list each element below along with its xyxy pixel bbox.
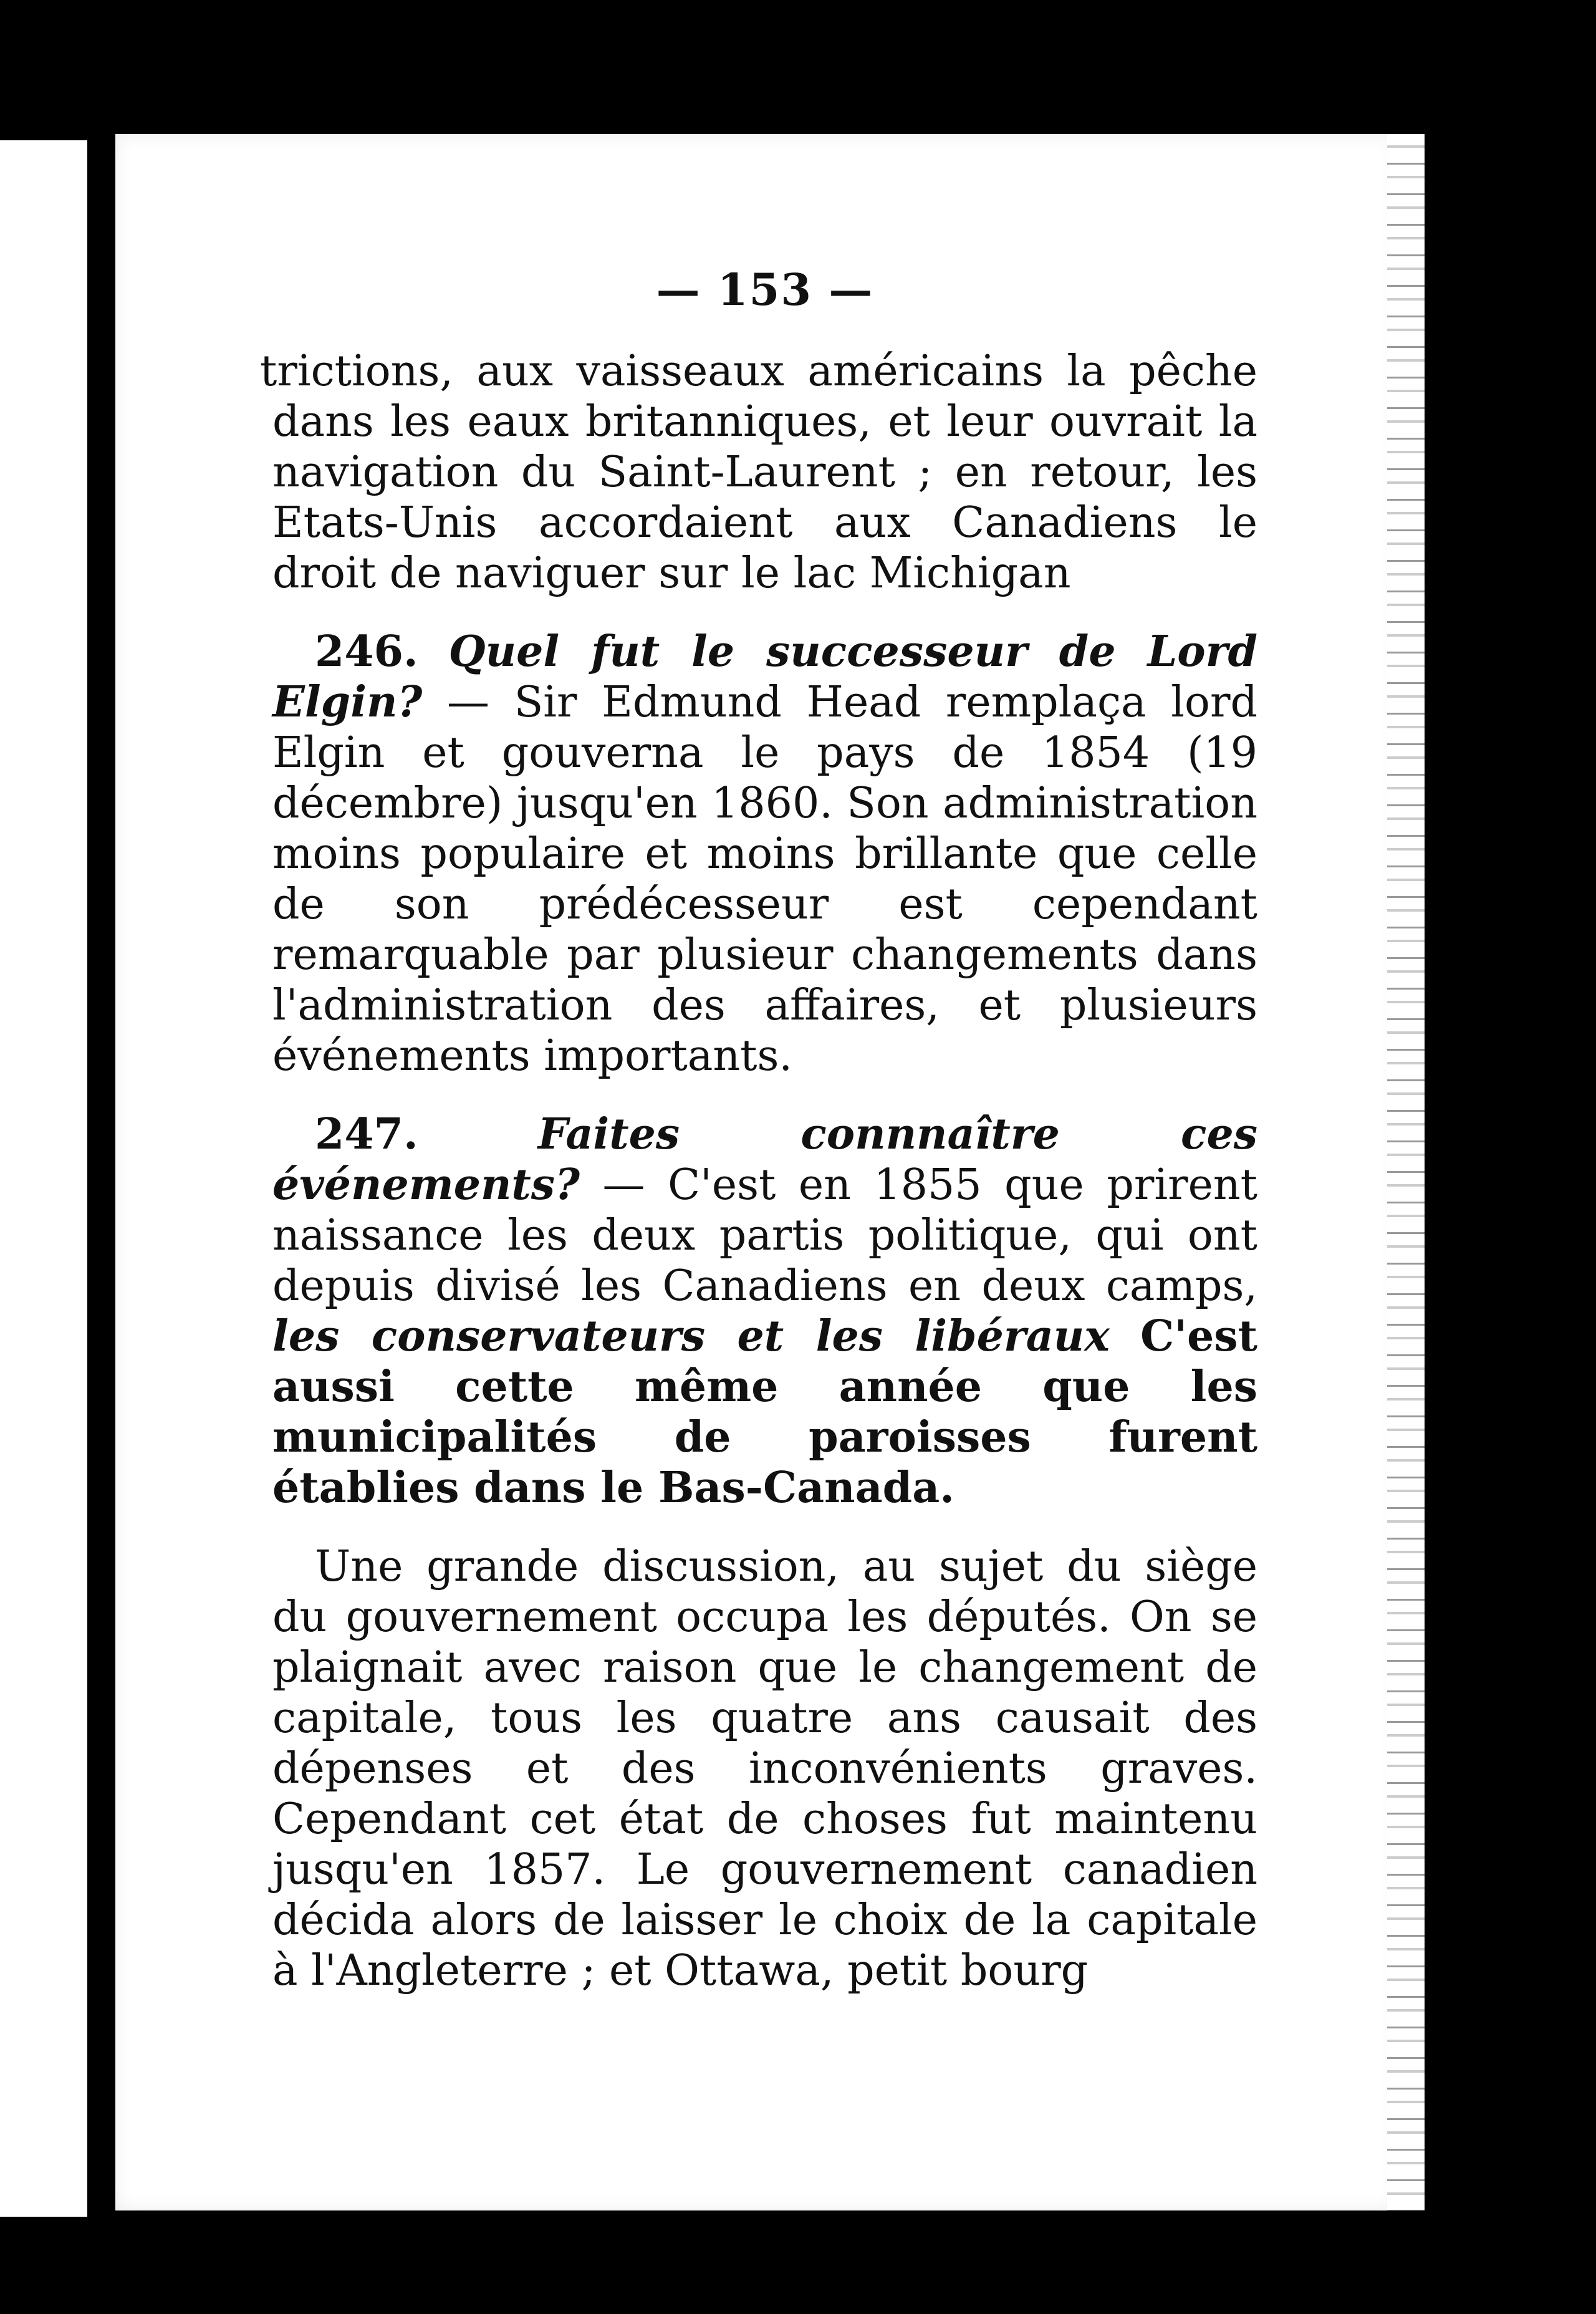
question-number: 247.: [315, 1109, 418, 1159]
book-binding: [0, 140, 115, 2217]
paragraph-text: Une grande discussion, au sujet du siège du gouvernement occupa les députés. On se plaignait avec raison que le changement de capitale, tous les quatre ans causait des dépenses et des inconvénients graves. Cependant cet état de choses fut maintenu jusqu'en 1857. Le gouvernement canadien décida alors de laisser le choix de la capitale à l'Angleterre ; et Ottawa, petit bourg: [272, 1542, 1257, 1995]
paragraph-capital: [272, 1541, 1257, 1996]
answer-text: — Sir Edmund Head remplaça lord Elgin et gouverna le pays de 1854 (19 décembre) jusqu'en 1860. Son administration moins populaire et moins brillante que celle de son prédécesseur est cependant remarquable par plusieur changements dans l'administration des affaires, et plusieurs événements importants.: [272, 678, 1257, 1081]
question-246: [272, 627, 1257, 1081]
paragraph-text: trictions, aux vaisseaux américains la pêche dans les eaux britanniques, et leur ouvrait la navigation du Saint-Laurent ; en retour, les Etats-Unis accordaient aux Canadiens le droit de naviguer sur le lac Michigan: [260, 347, 1257, 598]
page-edge: [1387, 134, 1425, 2210]
question-247: [272, 1109, 1257, 1513]
question-number: 246.: [315, 627, 418, 677]
question-text: Quel fut le successeur de Lord Elgin?: [272, 627, 1257, 727]
question-text: Faites connnaître ces événements?: [272, 1109, 1257, 1210]
answer-text-bold: C'est aussi cette même année que les municipalités de paroisses furent établies dans le Bas-Canada.: [272, 1311, 1257, 1513]
paragraph-continuation: [260, 346, 1257, 599]
answer-italic-text: les conservateurs et les libéraux: [272, 1311, 1110, 1361]
answer-text: — C'est en 1855 que prirent naissance les deux partis politique, qui ont depuis divisé les Canadiens en deux camps,: [272, 1160, 1257, 1311]
page-content: [260, 264, 1257, 2024]
page-number: — 153 —: [656, 264, 874, 316]
